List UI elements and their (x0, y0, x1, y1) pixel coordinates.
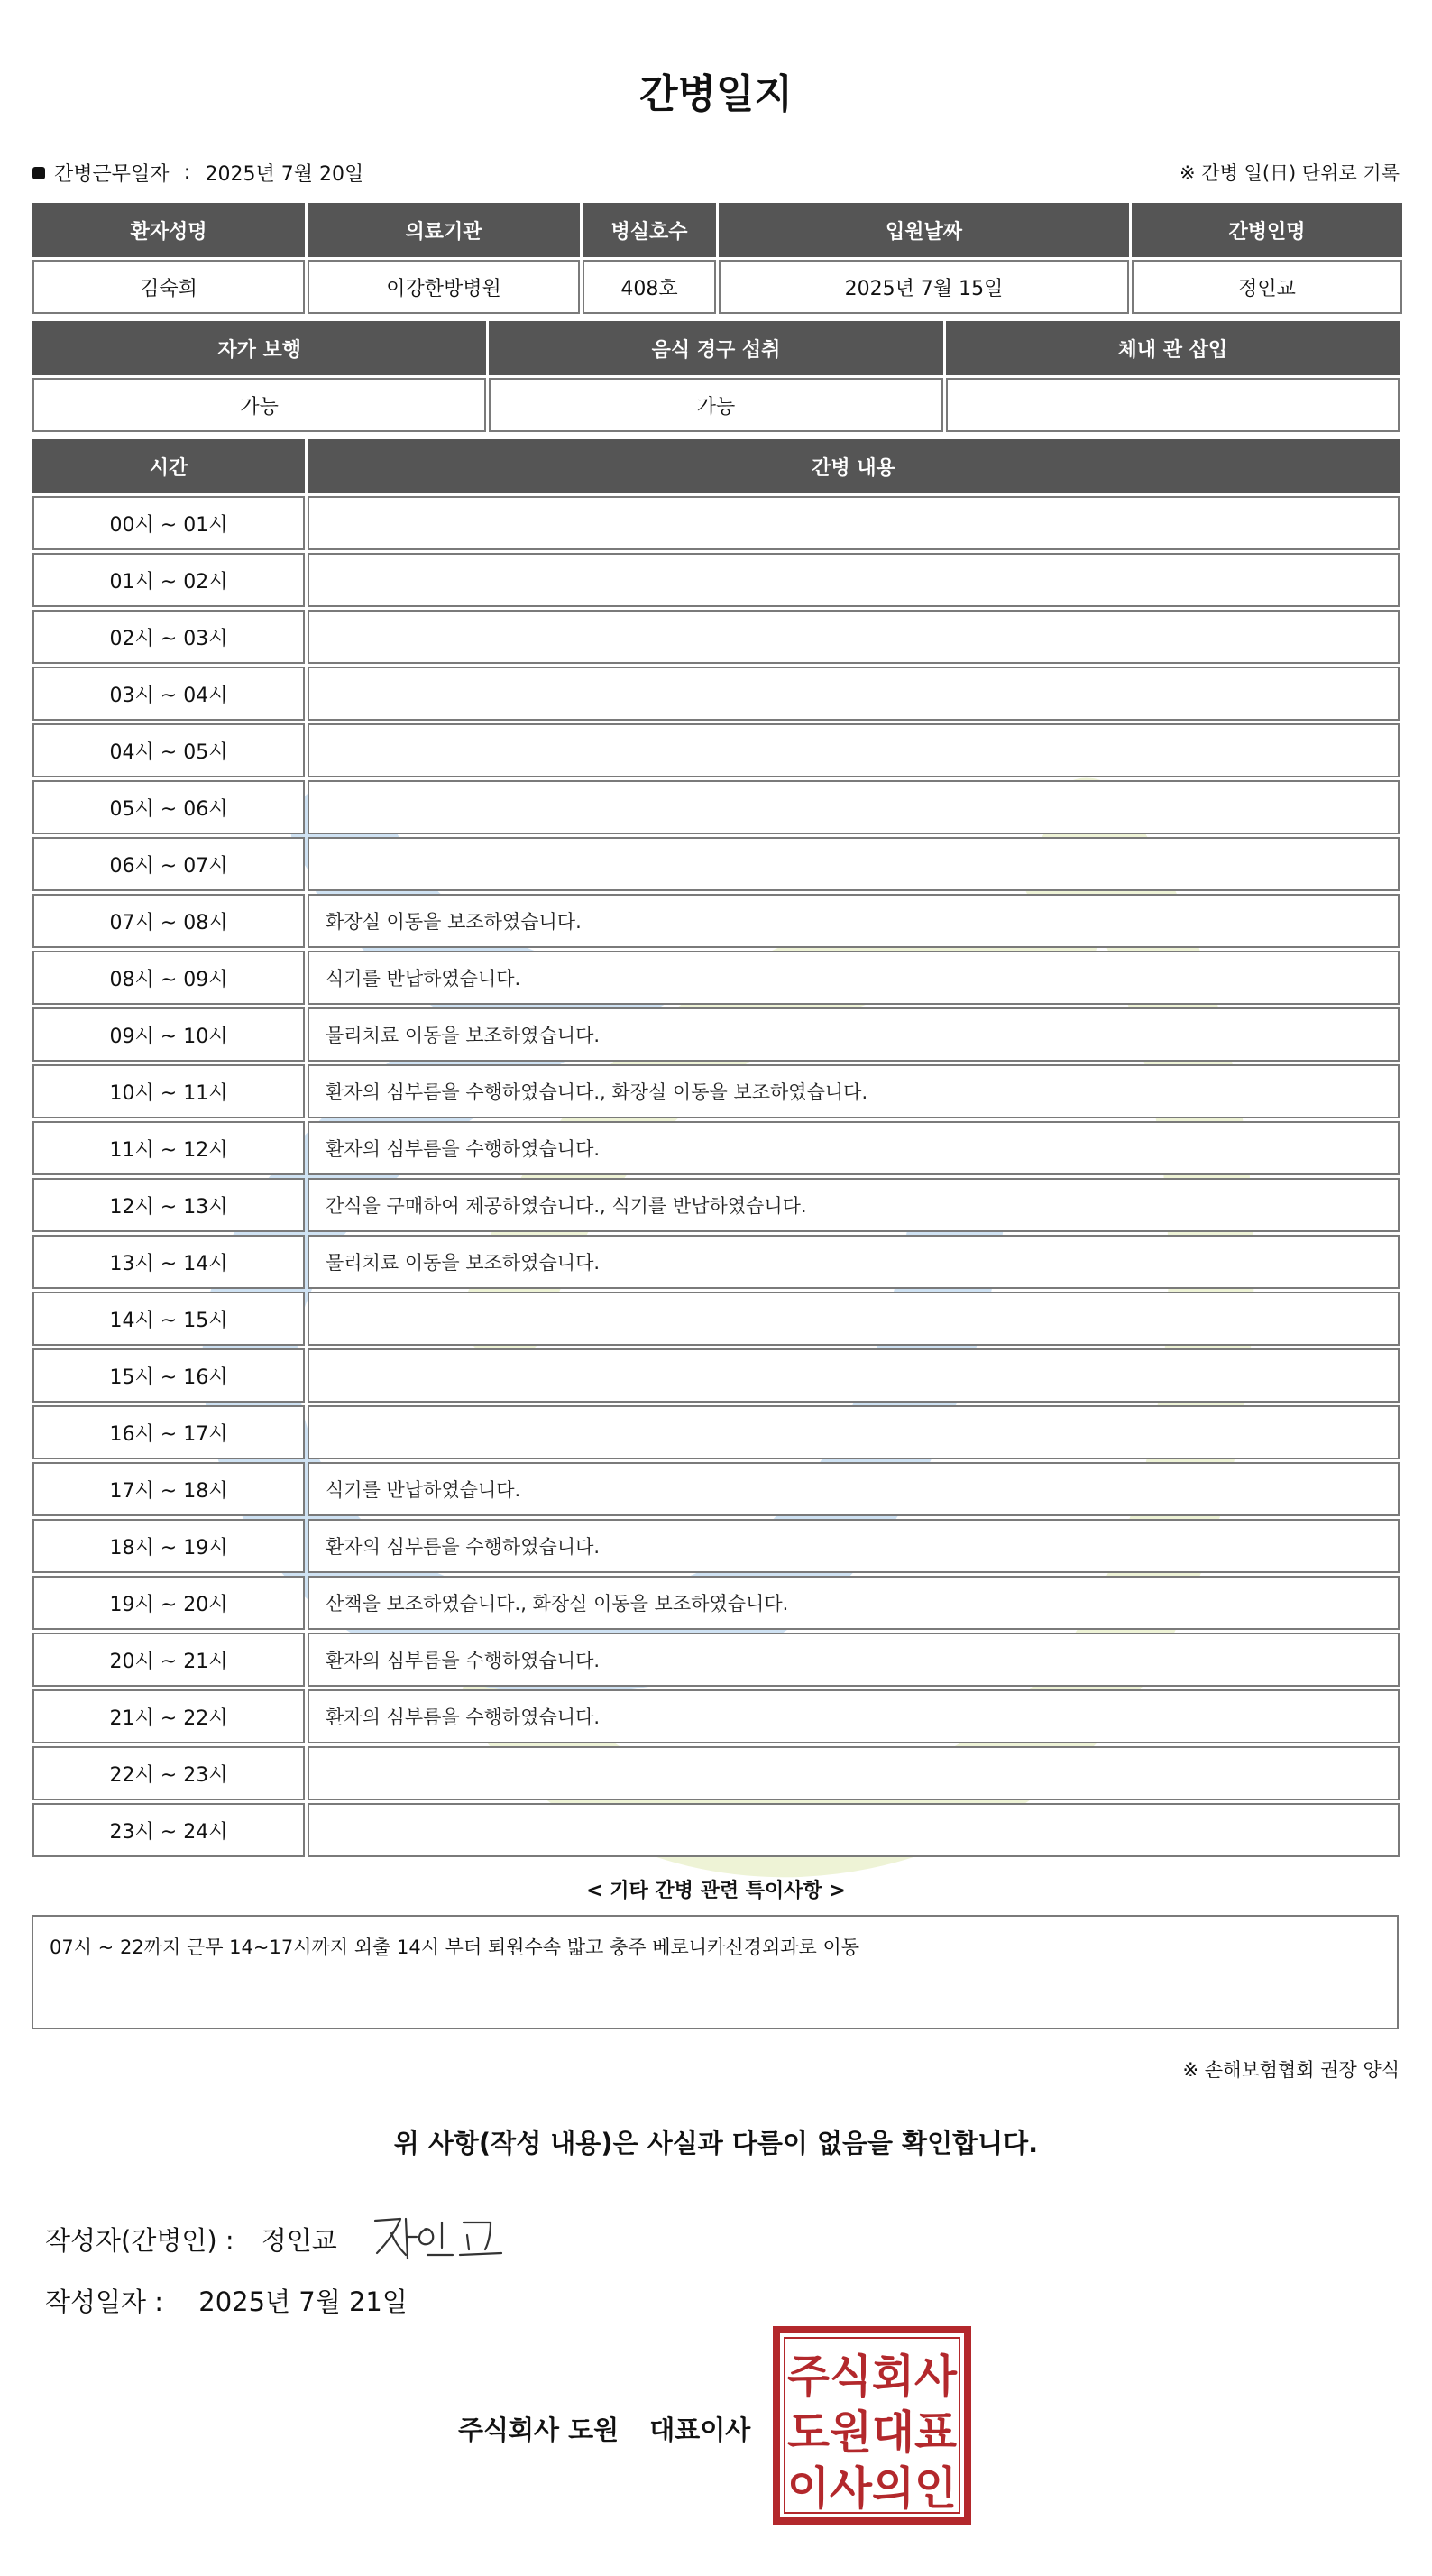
care-date-value: 2025년 7월 20일 (205, 163, 364, 186)
writer-line (45, 2213, 514, 2264)
written-date-label: 작성일자 : (45, 2286, 164, 2317)
header-time: 시간 (32, 439, 305, 493)
bullet-icon (32, 167, 45, 179)
care-log-table (30, 437, 1402, 1860)
header-caregiver: 간병인명 (1132, 203, 1402, 257)
log-content-cell: 식기를 반납하였습니다. (308, 1462, 1400, 1516)
company-name: 주식회사 도원 (458, 2415, 620, 2445)
log-time-cell: 11시 ~ 12시 (32, 1121, 305, 1175)
seal-line-1: 주식회사 (787, 2351, 958, 2403)
room-number: 408호 (583, 260, 716, 314)
log-time-cell: 22시 ~ 23시 (32, 1746, 305, 1800)
representative-title: 대표이사 (649, 2415, 751, 2445)
company-line (458, 2410, 750, 2447)
log-content-cell (308, 1292, 1400, 1346)
log-time-cell: 19시 ~ 20시 (32, 1576, 305, 1630)
log-content-cell (308, 1803, 1400, 1857)
care-log-row (32, 1519, 1400, 1573)
seal-line-2: 도원대표 (787, 2406, 958, 2459)
log-content-cell: 물리치료 이동을 보조하였습니다. (308, 1007, 1400, 1062)
log-content-cell: 물리치료 이동을 보조하였습니다. (308, 1235, 1400, 1289)
care-log-row (32, 780, 1400, 834)
log-content-cell (308, 553, 1400, 607)
header-hospital: 의료기관 (308, 203, 580, 257)
care-log-row (32, 1121, 1400, 1175)
log-content-cell: 간식을 구매하여 제공하였습니다., 식기를 반납하였습니다. (308, 1178, 1400, 1232)
log-time-cell: 08시 ~ 09시 (32, 951, 305, 1005)
company-seal-stamp (772, 2325, 972, 2525)
care-log-row (32, 553, 1400, 607)
form-note: ※ 손해보험협회 권장 양식 (1182, 2059, 1400, 2081)
care-log-row (32, 1007, 1400, 1062)
care-log-row (32, 723, 1400, 777)
log-time-cell: 00시 ~ 01시 (32, 496, 305, 550)
log-content-cell (308, 837, 1400, 891)
admission-date: 2025년 7월 15일 (719, 260, 1129, 314)
care-date-label: 간병근무일자 (54, 163, 170, 186)
log-content-cell (308, 610, 1400, 664)
caregiver-name: 정인교 (1132, 260, 1402, 314)
log-content-cell: 환자의 심부름을 수행하였습니다. (308, 1689, 1400, 1743)
patient-info-header-row (32, 203, 1402, 257)
remarks-heading: < 기타 간병 관련 특이사항 > (586, 1880, 846, 1902)
writer-name: 정인교 (261, 2224, 337, 2256)
care-date-separator: : (183, 161, 191, 184)
self-walking-value: 가능 (32, 378, 486, 432)
log-content-cell: 산책을 보조하였습니다., 화장실 이동을 보조하였습니다. (308, 1576, 1400, 1630)
care-log-row (32, 667, 1400, 721)
unit-note: ※ 간병 일(日) 단위로 기록 (1180, 162, 1400, 184)
oral-intake-value: 가능 (489, 378, 942, 432)
log-content-cell (308, 1746, 1400, 1800)
header-oral-intake: 음식 경구 섭취 (489, 321, 942, 375)
log-time-cell: 21시 ~ 22시 (32, 1689, 305, 1743)
log-content-cell: 환자의 심부름을 수행하였습니다. (308, 1633, 1400, 1687)
care-log-row (32, 1462, 1400, 1516)
log-time-cell: 04시 ~ 05시 (32, 723, 305, 777)
care-date-line (32, 159, 363, 187)
care-log-row (32, 610, 1400, 664)
hospital-name: 이강한방병원 (308, 260, 580, 314)
log-time-cell: 10시 ~ 11시 (32, 1064, 305, 1118)
log-content-cell: 식기를 반납하였습니다. (308, 951, 1400, 1005)
log-time-cell: 03시 ~ 04시 (32, 667, 305, 721)
log-time-cell: 16시 ~ 17시 (32, 1405, 305, 1459)
log-time-cell: 13시 ~ 14시 (32, 1235, 305, 1289)
log-content-cell (308, 1348, 1400, 1403)
header-self-walking: 자가 보행 (32, 321, 486, 375)
log-time-cell: 06시 ~ 07시 (32, 837, 305, 891)
log-content-cell (308, 496, 1400, 550)
log-content-cell (308, 1405, 1400, 1459)
page-title: 간병일지 (638, 71, 793, 117)
header-admission-date: 입원날짜 (719, 203, 1129, 257)
log-content-cell: 환자의 심부름을 수행하였습니다. (308, 1121, 1400, 1175)
care-log-header-row (32, 439, 1400, 493)
tube-insertion-value (946, 378, 1400, 432)
header-patient-name: 환자성명 (32, 203, 305, 257)
patient-info-value-row (32, 260, 1402, 314)
care-log-row (32, 1633, 1400, 1687)
remarks-box (32, 1915, 1399, 2029)
remarks-text: 07시 ~ 22까지 근무 14~17시까지 외출 14시 부터 퇴원수속 밟고 충주 베로니카신경외과로 이동 (50, 1937, 860, 1958)
written-date-value: 2025년 7월 21일 (198, 2286, 408, 2317)
header-care-content: 간병 내용 (308, 439, 1400, 493)
care-log-row (32, 1576, 1400, 1630)
patient-info-table (30, 200, 1405, 317)
written-date-line (45, 2282, 408, 2319)
log-time-cell: 23시 ~ 24시 (32, 1803, 305, 1857)
log-time-cell: 02시 ~ 03시 (32, 610, 305, 664)
patient-status-table (30, 318, 1402, 435)
status-value-row (32, 378, 1400, 432)
patient-name: 김숙희 (32, 260, 305, 314)
log-time-cell: 17시 ~ 18시 (32, 1462, 305, 1516)
care-log-row (32, 1405, 1400, 1459)
signature-image (370, 2213, 514, 2264)
care-log-rows (32, 496, 1400, 1857)
care-log-row (32, 1348, 1400, 1403)
care-log-row (32, 951, 1400, 1005)
log-time-cell: 18시 ~ 19시 (32, 1519, 305, 1573)
log-time-cell: 09시 ~ 10시 (32, 1007, 305, 1062)
confirmation-statement: 위 사항(작성 내용)은 사실과 다름이 없음을 확인합니다. (393, 2128, 1039, 2158)
log-content-cell: 환자의 심부름을 수행하였습니다. (308, 1519, 1400, 1573)
care-log-row (32, 496, 1400, 550)
seal-line-3: 이사의인 (787, 2462, 957, 2515)
log-time-cell: 07시 ~ 08시 (32, 894, 305, 948)
status-header-row (32, 321, 1400, 375)
log-time-cell: 20시 ~ 21시 (32, 1633, 305, 1687)
log-content-cell (308, 780, 1400, 834)
care-log-row (32, 1689, 1400, 1743)
log-content-cell: 화장실 이동을 보조하였습니다. (308, 894, 1400, 948)
writer-label: 작성자(간병인) : (45, 2224, 234, 2256)
log-content-cell: 환자의 심부름을 수행하였습니다., 화장실 이동을 보조하였습니다. (308, 1064, 1400, 1118)
log-time-cell: 12시 ~ 13시 (32, 1178, 305, 1232)
log-time-cell: 14시 ~ 15시 (32, 1292, 305, 1346)
log-time-cell: 15시 ~ 16시 (32, 1348, 305, 1403)
log-content-cell (308, 723, 1400, 777)
care-log-row (32, 837, 1400, 891)
care-log-row (32, 1064, 1400, 1118)
log-time-cell: 01시 ~ 02시 (32, 553, 305, 607)
care-log-row (32, 1235, 1400, 1289)
care-log-row (32, 1746, 1400, 1800)
care-log-row (32, 1292, 1400, 1346)
care-log-row (32, 894, 1400, 948)
log-content-cell (308, 667, 1400, 721)
header-tube-insertion: 체내 관 삽입 (946, 321, 1400, 375)
header-room: 병실호수 (583, 203, 716, 257)
log-time-cell: 05시 ~ 06시 (32, 780, 305, 834)
care-log-row (32, 1803, 1400, 1857)
care-log-row (32, 1178, 1400, 1232)
